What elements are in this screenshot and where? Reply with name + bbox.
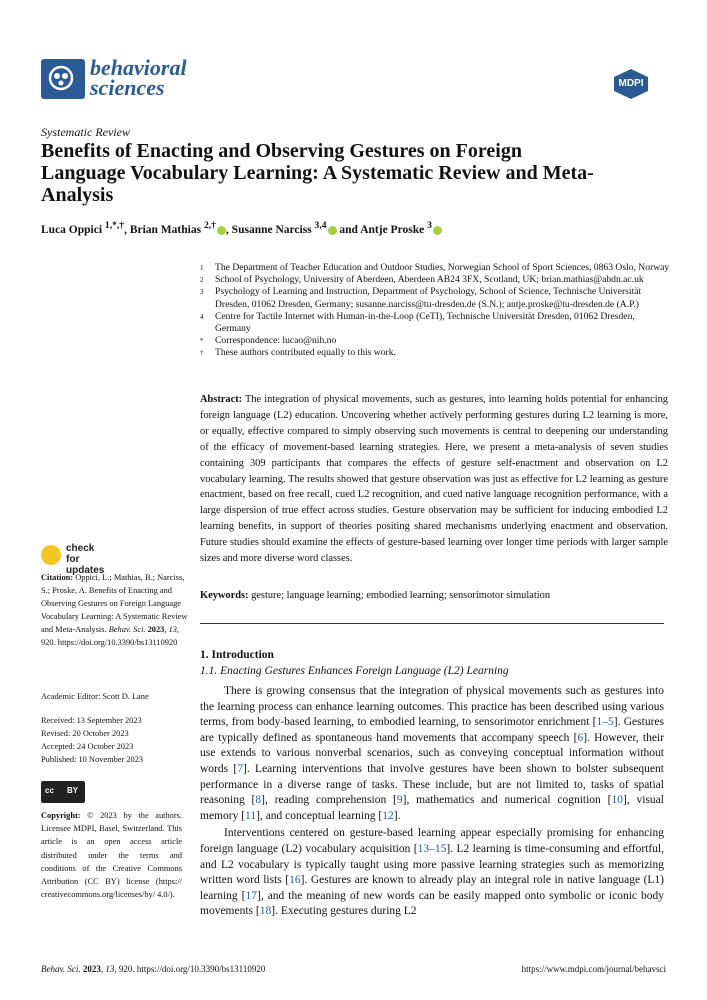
journal-name-line2: sciences — [90, 75, 165, 100]
check-for-updates-icon — [41, 545, 61, 565]
affiliation-item — [200, 286, 670, 310]
copyright-text: © 2023 by the authors. Licensee MDPI, Basel, Switzerland. This article is an open access article distributed under the terms and conditions of the Creative Commons Attribution (CC BY) license (https:// creativecommons.org/licenses/by/ 4.0/). — [41, 811, 182, 900]
citation-link[interactable]: 12 — [382, 809, 394, 822]
affiliation-text: The Department of Teacher Education and Outdoor Studies, Norwegian School of Sport Sciences, 0863 Oslo, Norway — [215, 262, 670, 273]
affiliation-number: 1 — [200, 264, 204, 272]
citation-doi[interactable]: 920. https://doi.org/10.3390/bs13110920 — [41, 638, 178, 647]
author-sup: 2,† — [203, 220, 216, 231]
cc-label: cc — [45, 786, 54, 795]
text-run: ], mathematics and numerical cognition [ — [402, 794, 612, 807]
citation-text: Oppici, L.; Mathias, B.; Narciss, S.; Proske, A. Benefits of Enacting and Observing Gestures on Foreign Language Vocabulary Learning: A Systematic Review and Meta-Analysis. — [41, 573, 188, 634]
text-run: ], visual memory [ — [200, 794, 664, 822]
footer-year: 2023 — [82, 964, 101, 974]
equal-contribution-note — [200, 347, 670, 359]
citation-label: Citation: — [41, 573, 74, 582]
text-run: Interventions centered on gesture-based learning appear especially promising for enhancing foreign language (L2) vocabulary acquisition [ — [200, 827, 664, 855]
footer-journal: Behav. Sci. — [41, 964, 81, 974]
affiliation-item — [200, 274, 670, 286]
author-sup: 3,4 — [314, 220, 327, 231]
copyright-label: Copyright: — [41, 811, 81, 820]
text-run: ]. — [393, 809, 401, 822]
affiliation-number: † — [200, 349, 204, 358]
citation-link[interactable]: 13–15 — [417, 842, 447, 855]
affiliation-item — [200, 262, 670, 274]
citation-link[interactable]: 9 — [396, 794, 403, 807]
check-updates-line1: check for — [66, 543, 95, 565]
affiliation-item — [200, 311, 670, 335]
revised-date: Revised: 20 October 2023 — [41, 729, 129, 738]
cc-by-label: BY — [67, 786, 79, 795]
author-list: Luca Oppici $^{1,*,\dagger}$, Brian Mathias $^{2,\dagger}$ , Susanne Narciss $^{3,4}$ and Antje Proske $^3$ — [41, 220, 442, 236]
text-run: ], and the meaning of new words can be easily mapped onto symbolic or iconic body movements [ — [200, 889, 664, 918]
accepted-date: Accepted: 24 October 2023 — [41, 742, 134, 751]
text-run: There is growing consensus that the integration of physical movements such as gestures into the learning process can enhance learning outcomes. This practice has been described using various terms, from body-based learning, to embodied learning, to sensorimotor enrichment [ — [200, 685, 664, 729]
article-type: Systematic Review — [41, 125, 130, 139]
paragraph — [200, 826, 664, 920]
check-updates-line2: updates — [66, 565, 105, 576]
text-run: ]. Executing gestures during L2 — [271, 905, 417, 918]
text-run: ]. Gestures are typically defined as spontaneous hand movements that accompany speech [ — [200, 716, 664, 744]
citation-link[interactable]: 8 — [255, 794, 262, 807]
orcid-icon[interactable] — [328, 226, 337, 235]
author-name[interactable]: Luca Oppici — [41, 223, 103, 236]
footer-doi[interactable]: , 920. https://doi.org/10.3390/bs13110920 — [114, 964, 266, 974]
text-run: ]. However, their use extends to various nonverbal scenarios, such as conveying conceptual information without words [ — [200, 731, 664, 775]
footer-volume: 13 — [105, 964, 115, 974]
citation-link[interactable]: 18 — [259, 905, 272, 918]
journal-name-line1: behavioral — [90, 55, 187, 80]
body-text — [200, 684, 664, 922]
section-divider — [200, 623, 664, 624]
journal-logo-icon — [41, 59, 85, 99]
published-date: Published: 10 November 2023 — [41, 755, 144, 764]
citation-link[interactable]: 11 — [245, 809, 257, 822]
section-heading: 1. Introduction — [200, 649, 274, 661]
abstract — [200, 392, 668, 567]
orcid-icon[interactable] — [433, 226, 442, 235]
author-name[interactable]: Susanne Narciss — [231, 223, 312, 236]
orcid-icon[interactable] — [217, 226, 226, 235]
citation-journal: Behav. Sci. — [108, 625, 146, 634]
equal-contribution-text: These authors contributed equally to this work. — [215, 347, 396, 359]
paragraph — [200, 684, 664, 824]
text-run: ]. L2 learning is time-consuming and effortful, and L2 vocabulary is typically taught using more passive learning strategies such as memorizing written word lists [ — [200, 842, 664, 887]
keywords-label: Keywords: — [200, 590, 249, 601]
keywords-text: gesture; language learning; embodied learning; sensorimotor simulation — [251, 590, 551, 601]
text-run: ], and conceptual learning [ — [256, 809, 383, 822]
abstract-text: The integration of physical movements, such as gestures, into learning holds potential for enhancing foreign language (L2) education. Uncovering whether actively performing gestures during L2 learning is more, or equally, effective compared to simply observing such movements is central to deepening our understanding of the efficacy of movement-based learning strategies. Here, we present a meta-analysis of seven studies containing 309 participants that compares the effects of gesture self-enactment and observation on L2 vocabulary learning. The results showed that gesture observation was just as effective for L2 learning as gesture enactment, based on free recall, cued L2 recognition, and cued native language recognition performance, with a large dispersion of true effect across studies. Gesture observation may be sufficient for inducing embodied L2 learning benefits, in support of theories positing shared mechanisms underlying enactment and observation. Future studies should examine the effects of gesture-based learning over longer time periods with larger sample sizes and more diverse word classes. — [200, 394, 668, 565]
citation-volume: 13 — [168, 625, 177, 634]
author-name[interactable]: Antje Proske — [360, 223, 425, 236]
text-run: ]. Learning interventions that involve gestures have been shown to bolster subsequent performance in a diverse range of tasks. These include, but are not limited to, tasks of spatial reasoning [ — [200, 762, 664, 807]
text-run: ], reading comprehension [ — [261, 794, 397, 807]
citation-link[interactable]: 6 — [577, 731, 584, 744]
keywords — [200, 590, 668, 601]
text-run: ]. Gestures are known to already play an integral role in native language (L1) learning [ — [200, 874, 664, 902]
correspondence-text[interactable]: Correspondence: lucao@nih.no — [215, 335, 337, 347]
affiliation-number: 3 — [200, 288, 204, 297]
affiliation-text: School of Psychology, University of Aberdeen, Aberdeen AB24 3FX, Scotland, UK; brian.mathias@abdn.ac.uk — [215, 274, 644, 286]
mdpi-logo-icon — [612, 68, 650, 100]
citation-link[interactable]: 7 — [237, 762, 244, 775]
author-name[interactable]: Brian Mathias — [129, 223, 202, 236]
footer-citation: Behav. Sci. 2023, 13, 920. https://doi.org/10.3390/bs13110920 — [41, 964, 266, 974]
citation-block: Citation: Oppici, L.; Mathias, B.; Narciss, S.; Proske, A. Benefits of Enacting and Observing Gestures on Foreign Language Vocabulary Learning: A Systematic Review and Meta-Analysis. Behav. Sci. 2023, 13, 920. https://doi.org/10.3390/bs13110920 — [41, 573, 188, 647]
received-date: Received: 13 September 2023 — [41, 716, 142, 725]
affiliation-number: 2 — [200, 276, 204, 285]
affiliations — [200, 262, 670, 360]
affiliation-text: Centre for Tactile Internet with Human-in-the-Loop (CeTI), Technische Universität Dresden, 01062 Dresden, Germany — [215, 310, 635, 335]
correspondence — [200, 335, 670, 347]
journal-name — [90, 55, 187, 100]
citation-link[interactable]: 1–5 — [596, 716, 614, 729]
cc-by-icon[interactable] — [41, 781, 85, 803]
affiliation-number: 4 — [200, 312, 204, 321]
subsection-heading: 1.1. Enacting Gestures Enhances Foreign Language (L2) Learning — [200, 665, 509, 677]
article-title: Benefits of Enacting and Observing Gestures on Foreign Language Vocabulary Learning: A Systematic Review and Meta-Analysis — [41, 140, 594, 206]
academic-editor: Academic Editor: Scott D. Lane — [41, 692, 149, 701]
affiliation-text: Psychology of Learning and Instruction, Department of Psychology, School of Science, Technische Universität Dresden, 01062 Dresden, Germany; susanne.narciss@tu-dresden.de (S.N.); antje.proske@tu-dresden.de (A.P.) — [215, 286, 642, 310]
copyright-block — [41, 809, 182, 901]
publisher-name: MDPI — [618, 78, 644, 89]
citation-year: 2023 — [147, 625, 165, 634]
footer-journal-url[interactable]: https://www.mdpi.com/journal/behavsci — [521, 964, 666, 974]
abstract-label: Abstract: — [200, 394, 243, 405]
author-sup: 3 — [427, 220, 432, 231]
citation-link[interactable]: 16 — [289, 874, 301, 887]
affiliation-number: * — [200, 337, 204, 346]
dates-block — [41, 714, 188, 766]
citation-link[interactable]: 10 — [611, 794, 623, 807]
author-sup: 1,*,† — [104, 220, 125, 231]
citation-link[interactable]: 17 — [245, 889, 257, 902]
